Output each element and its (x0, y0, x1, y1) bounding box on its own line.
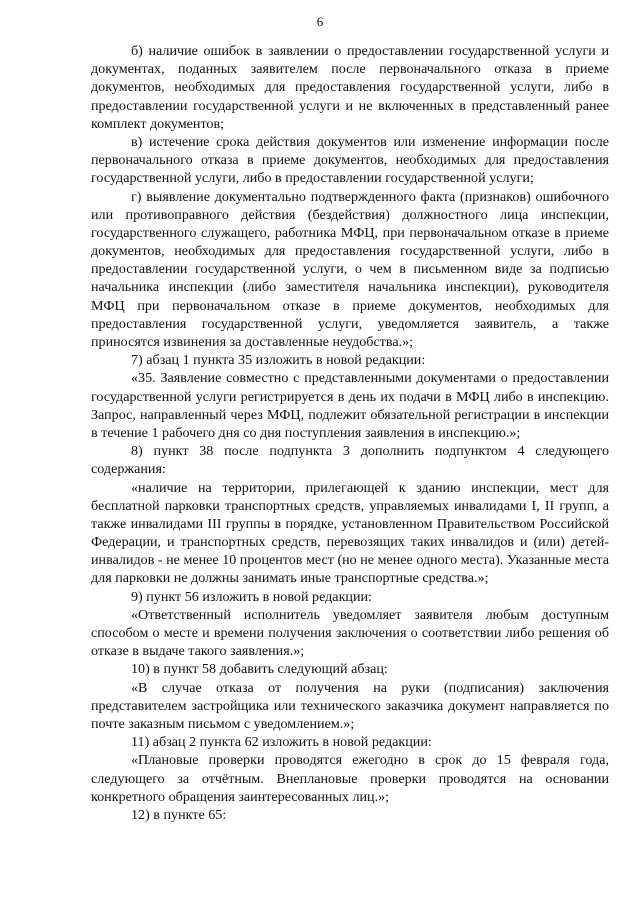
paragraph-item-62-text: «Плановые проверки проводятся ежегодно в срок до 15 февраля года, следующего за отчётным. Внеплановые проверки проводятся на основании конкретного обращения заинтересованных лиц.»; (91, 752, 609, 805)
paragraph-item-9: 9) пункт 56 изложить в новой редакции: (131, 588, 372, 605)
document-body (91, 42, 609, 824)
paragraph-item-56-text: «Ответственный исполнитель уведомляет заявителя любым доступным способом о месте и времени получения заключения о соответствии либо решения об отказе в выдаче такого заявления.»; (91, 606, 609, 660)
page-number: 6 (316, 14, 324, 29)
paragraph-v: в) истечение срока действия документов или изменение информации после первоначального отказа в приеме документов, необходимых для предоставления государственной услуги, либо в предоставлении государственной услуги; (91, 133, 609, 187)
paragraph-item-58-text: «В случае отказа от получения на руки (подписания) заключения представителем застройщика или технического заказчика документ направляется по почте заказным письмом с уведомлением.»; (91, 679, 609, 732)
paragraph-g: г) выявление документально подтвержденного факта (признаков) ошибочного или противоправного действия (бездействия) должностного лица инспекции, государственного служащего, работника МФЦ, при первоначальном отказе в приеме документов, необходимых для предоставления государственной услуги, либо в предоставлении государственной услуги, о чем в письменном виде за подписью начальника инспекции (либо заместителя начальника инспекции), руководителя МФЦ при первоначальном отказе в приеме документов, необходимых для предоставления государственной услуги, уведомляется заявитель, а также приносятся извинения за доставленные неудобства.»; (91, 188, 609, 350)
paragraph-item-35-text: «35. Заявление совместно с представленными документами о предоставлении государственной услуги регистрируется в день их подачи в МФЦ либо в инспекцию. Запрос, направленный через МФЦ, подлежит обязательной регистрации в инспекции в течение 1 рабочего дня со дня поступления заявления в инспекцию.»; (91, 370, 609, 441)
paragraph-item-11: 11) абзац 2 пункта 62 изложить в новой редакции: (131, 734, 432, 751)
paragraph-b: б) наличие ошибок в заявлении о предоставлении государственной услуги и документах, поданных заявителем после первоначального отказа в приеме документов, необходимых для предоставления государственной услуги, либо в предоставлении государственной услуги и не включенных в представленный ранее комплект документов; (91, 43, 609, 132)
paragraph-parking-text: «наличие на территории, прилегающей к зданию инспекции, мест для бесплатной парковки транспортных средств, управляемых инвалидами I, II групп, а также инвалидами III группы в порядке, установленном Правительством Российской Федерации, и транспортных средств, перевозящих таких инвалидов и (или) детей-инвалидов - не менее 10 процентов мест (но не менее одного места). Указанные места для парковки не должны занимать иные транспортные средства.»; (91, 479, 609, 587)
paragraph-item-12: 12) в пункте 65: (131, 806, 227, 823)
paragraph-item-7: 7) абзац 1 пункта 35 изложить в новой редакции: (131, 352, 426, 369)
paragraph-item-10: 10) в пункт 58 добавить следующий абзац: (131, 661, 388, 678)
paragraph-item-8: 8) пункт 38 после подпункта 3 дополнить подпунктом 4 следующего содержания: (91, 443, 609, 478)
